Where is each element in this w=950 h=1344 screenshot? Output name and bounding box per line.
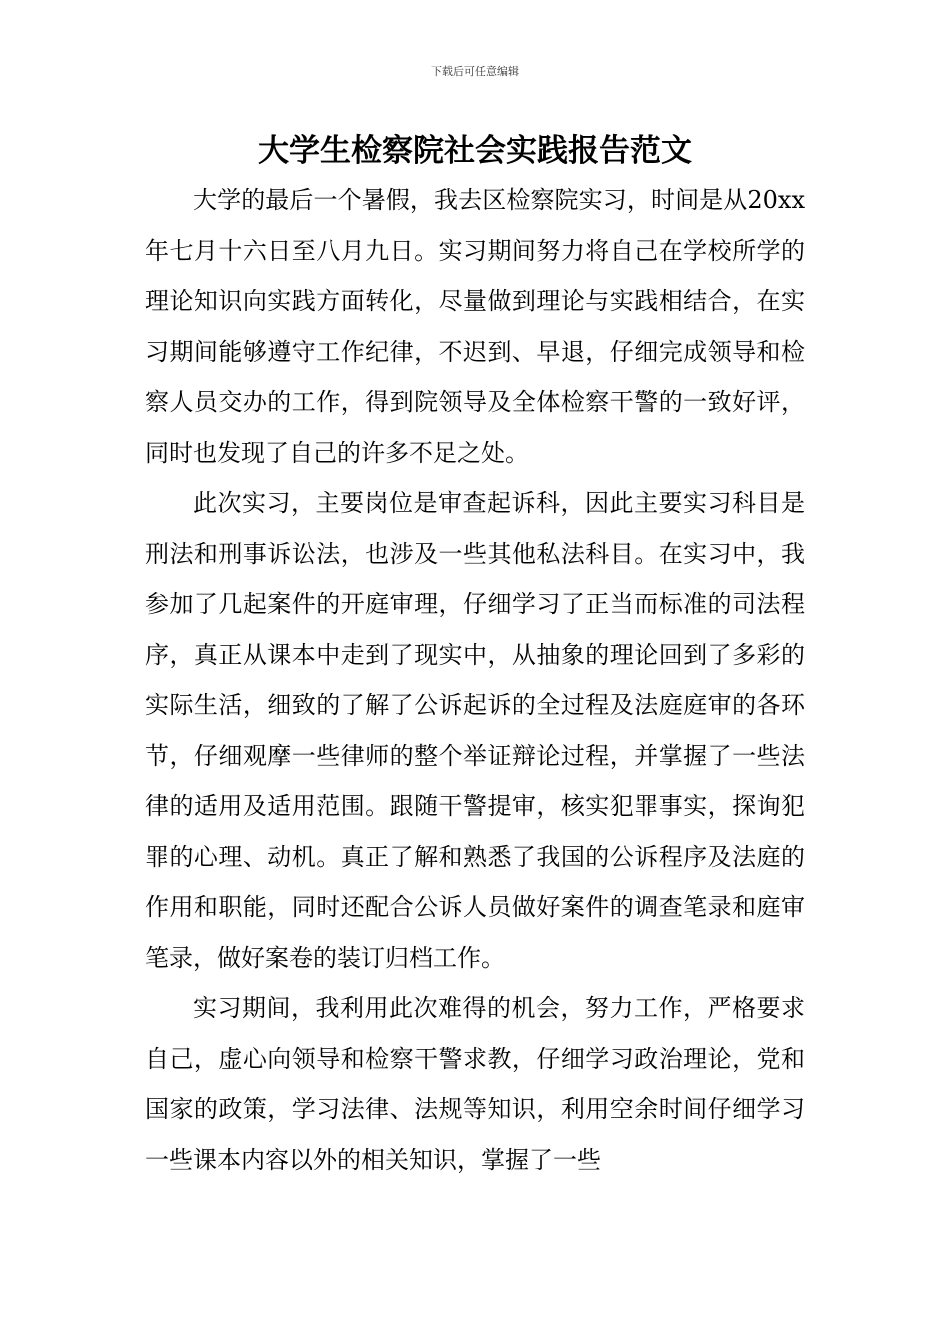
document-body — [145, 175, 805, 1185]
document-title: 大学生检察院社会实践报告范文 — [258, 133, 692, 169]
paragraph-1: 大学的最后一个暑假，我去区检察院实习，时间是从20xx年七月十六日至八月九日。实习期间努力将自己在学校所学的理论知识向实践方面转化，尽量做到理论与实践相结合，在实习期间能够遵守工作纪律，不迟到、早退，仔细完成领导和检察人员交办的工作，得到院领导及全体检察干警的一致好评，同时也发现了自己的许多不足之处。 — [145, 186, 805, 467]
paragraph-2: 此次实习，主要岗位是审查起诉科，因此主要实习科目是刑法和刑事诉讼法，也涉及一些其他私法科目。在实习中，我参加了几起案件的开庭审理，仔细学习了正当而标准的司法程序，真正从课本中走到了现实中，从抽象的理论回到了多彩的实际生活，细致的了解了公诉起诉的全过程及法庭庭审的各环节，仔细观摩一些律师的整个举证辩论过程，并掌握了一些法律的适用及适用范围。跟随干警提审，核实犯罪事实，探询犯罪的心理、动机。真正了解和熟悉了我国的公诉程序及法庭的作用和职能，同时还配合公诉人员做好案件的调查笔录和庭审笔录，做好案卷的装订归档工作。 — [145, 489, 805, 972]
header-note: 下载后可任意编辑 — [431, 65, 519, 78]
paragraph-3: 实习期间，我利用此次难得的机会，努力工作，严格要求自己，虚心向领导和检察干警求教，仔细学习政治理论，党和国家的政策，学习法律、法规等知识，利用空余时间仔细学习一些课本内容以外的相关知识，掌握了一些 — [145, 994, 805, 1174]
